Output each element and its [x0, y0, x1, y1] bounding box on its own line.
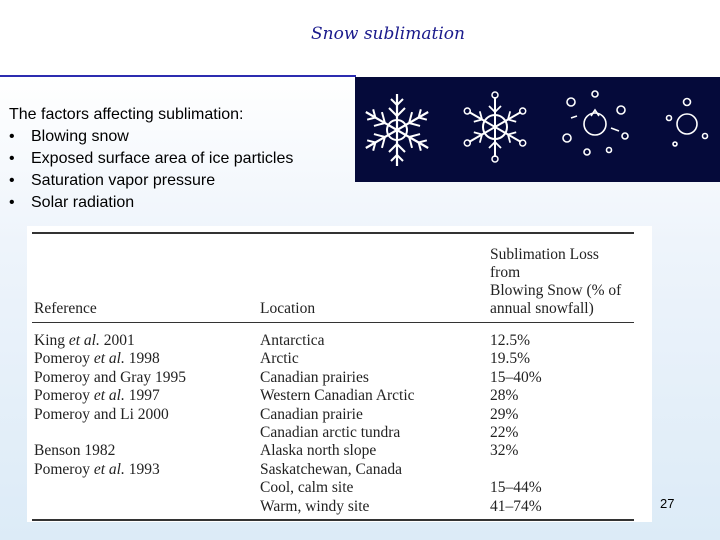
cell-location: Alaska north slope: [260, 442, 377, 460]
cell-reference: Pomeroy et al. 1998: [34, 350, 160, 368]
list-item: • Solar radiation: [9, 192, 354, 214]
cell-loss: 12.5%: [490, 332, 531, 349]
table-header-row: [32, 233, 634, 323]
bullet-icon: •: [9, 172, 15, 189]
cell-location: Canadian arctic tundra: [260, 424, 401, 442]
cell-loss: 29%: [490, 405, 519, 423]
cell-reference: King et al. 2001: [34, 332, 135, 349]
title-divider: [0, 75, 356, 77]
cell-location: Warm, windy site: [258, 498, 488, 520]
cell-location: Saskatchewan, Canada: [260, 460, 403, 478]
cell-loss: 19.5%: [490, 350, 531, 368]
cell-loss: 32%: [490, 442, 519, 460]
factors-list: [9, 126, 354, 214]
sublimation-loss-table: [32, 232, 634, 521]
table-row: [32, 442, 634, 460]
table-row: [32, 387, 634, 405]
page-number: 27: [660, 496, 675, 511]
cell-loss: 41–74%: [488, 498, 634, 520]
cell-reference: Pomeroy and Gray 1995: [34, 368, 186, 386]
cell-reference: [32, 479, 258, 497]
table-row: [32, 350, 634, 368]
factors-intro: The factors affecting sublimation:: [9, 106, 244, 123]
cell-location: Antarctica: [260, 332, 325, 349]
table-row: [32, 406, 634, 424]
sublimation-table-panel: [27, 226, 652, 522]
cell-reference: [32, 424, 258, 442]
cell-reference: Pomeroy and Li 2000: [34, 405, 169, 423]
list-item: • Saturation vapor pressure: [9, 170, 354, 192]
cell-reference: Benson 1982: [34, 442, 116, 460]
table-row: [32, 461, 634, 479]
table-row: [32, 498, 634, 520]
list-item: • Blowing snow: [9, 126, 354, 148]
bullet-icon: •: [9, 128, 15, 145]
cell-location: Western Canadian Arctic: [260, 387, 415, 405]
cell-location: Canadian prairies: [260, 368, 369, 386]
list-item: • Exposed surface area of ice particles: [9, 148, 354, 170]
table-body: [32, 323, 634, 521]
cell-loss: 22%: [490, 424, 519, 442]
factors-section: [9, 104, 354, 214]
cell-reference: [32, 498, 258, 520]
cell-reference: Pomeroy et al. 1993: [34, 460, 160, 478]
bullet-icon: •: [9, 194, 15, 211]
snowflake-sublimation-image: [355, 77, 720, 182]
snowflake-illustration: [355, 77, 720, 182]
cell-loss: 15–44%: [490, 479, 542, 497]
table-row: [32, 323, 634, 351]
cell-reference: Pomeroy et al. 1997: [34, 387, 160, 405]
cell-location: Canadian prairie: [260, 405, 363, 423]
table-row: [32, 479, 634, 497]
table-row: [32, 424, 634, 442]
cell-loss: 15–40%: [490, 368, 542, 386]
header-location: Location: [258, 233, 488, 323]
cell-loss: [488, 461, 634, 479]
header-reference: Reference: [32, 233, 258, 323]
cell-location: Cool, calm site: [260, 479, 354, 497]
bullet-icon: •: [9, 150, 15, 167]
table-row: [32, 369, 634, 387]
slide-title: Snow sublimation: [311, 24, 465, 44]
header-sublimation-loss: Sublimation Loss from Blowing Snow (% of annual snowfall): [488, 233, 634, 323]
cell-location: Arctic: [260, 350, 299, 368]
cell-loss: 28%: [490, 387, 519, 405]
